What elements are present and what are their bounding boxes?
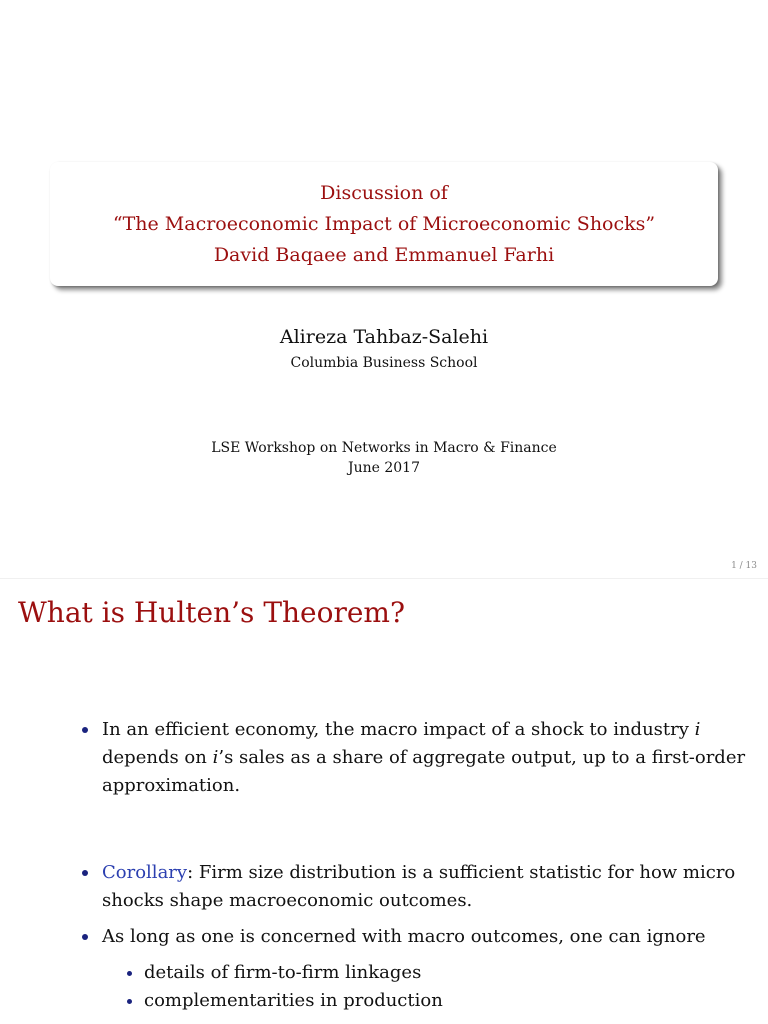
sub-bullet-item xyxy=(144,959,724,987)
sub-bullet-item xyxy=(144,987,724,1015)
bullet-line xyxy=(102,744,746,772)
bullet-line: As long as one is concerned with macro outcomes, one can ignore xyxy=(102,926,706,947)
bullet-line xyxy=(102,859,736,887)
sub-bullet-dot-icon xyxy=(127,971,132,976)
corollary-keyword: Corollary xyxy=(102,862,188,883)
text-segment: depends on xyxy=(102,747,213,768)
bullet-line: shocks shape macroeconomic outcomes. xyxy=(102,890,473,911)
bullet-line: approximation. xyxy=(102,775,241,796)
author-affiliation: Columbia Business School xyxy=(290,355,478,371)
math-variable: i xyxy=(212,747,219,768)
text-segment: ’s sales as a share of aggregate output, up to a first-order xyxy=(218,747,746,768)
bullet-item-corollary xyxy=(102,859,736,915)
text-segment: : Firm size distribution is a sufficient statistic for how micro xyxy=(187,862,736,883)
bullet-item-ignore xyxy=(102,923,722,951)
math-variable: i xyxy=(694,719,701,740)
title-line-1: Discussion of xyxy=(320,181,448,204)
bullet-dot-icon xyxy=(82,934,88,940)
bullet-item-hulten xyxy=(102,716,746,800)
event-name: LSE Workshop on Networks in Macro & Finance xyxy=(211,440,557,456)
title-line-2: “The Macroeconomic Impact of Microeconomic Shocks” xyxy=(112,212,656,235)
title-box xyxy=(50,162,718,286)
event-date: June 2017 xyxy=(347,460,420,476)
content-slide xyxy=(0,579,768,1024)
sub-bullet-dot-icon xyxy=(127,999,132,1004)
text-segment: In an efficient economy, the macro impact of a shock to industry xyxy=(102,719,695,740)
bullet-line xyxy=(102,716,722,744)
page-number: 1 / 13 xyxy=(731,561,757,571)
slide-title: What is Hulten’s Theorem? xyxy=(18,596,405,629)
bullet-dot-icon xyxy=(82,870,88,876)
sub-bullet-text: details of firm-to-firm linkages xyxy=(144,962,422,983)
author-name: Alireza Tahbaz-Salehi xyxy=(279,326,489,348)
title-line-3: David Baqaee and Emmanuel Farhi xyxy=(213,243,555,266)
sub-bullet-text: complementarities in production xyxy=(144,990,443,1011)
bullet-dot-icon xyxy=(82,727,88,733)
